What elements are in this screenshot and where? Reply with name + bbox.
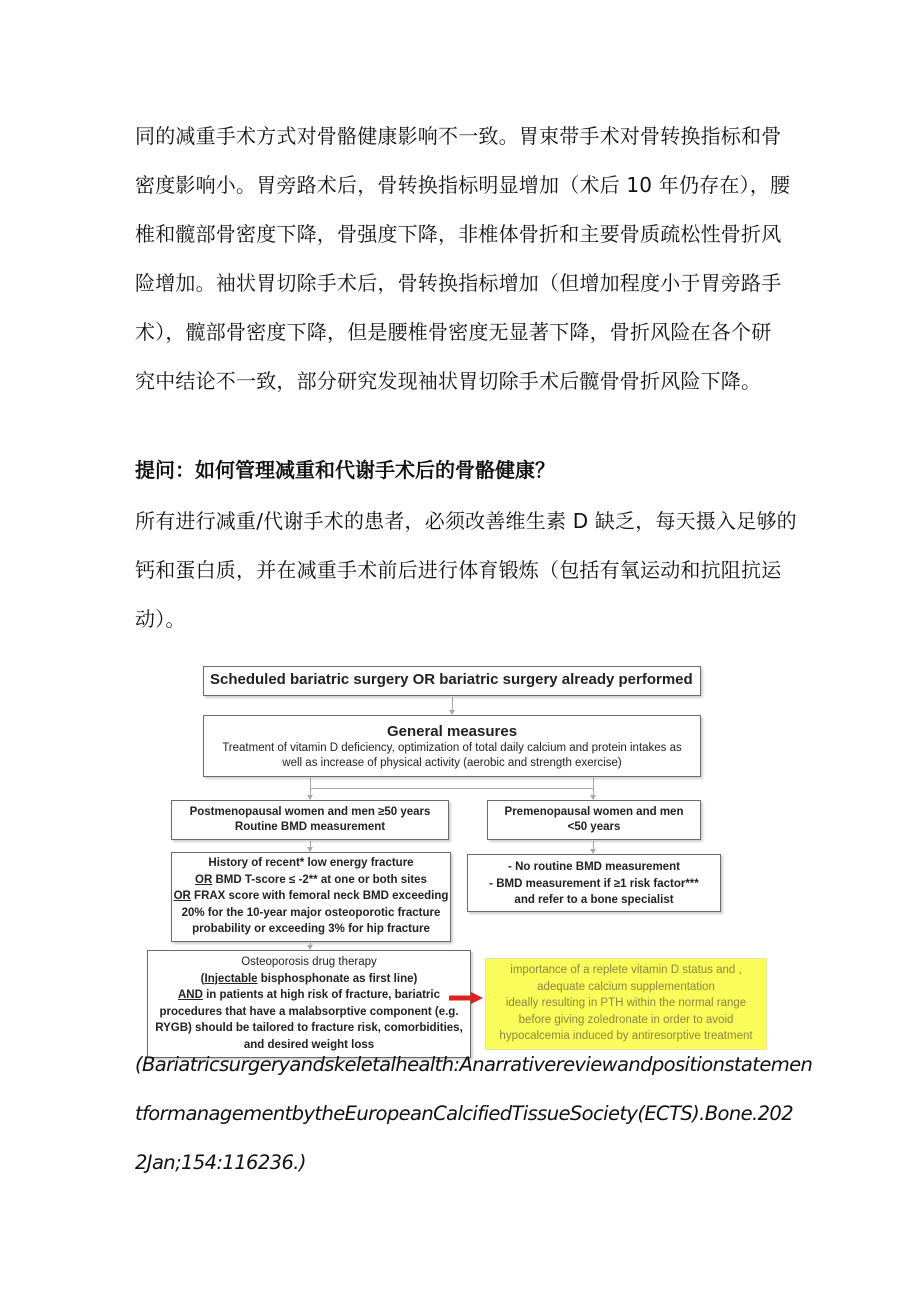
box-text: Treatment of vitamin D deficiency, optimization of total daily calcium and protein intakes as [222,742,682,754]
connector-line [310,788,593,789]
postmenopausal-box [171,800,449,840]
text-line: 同的减重手术方式对骨骼健康影响不一致。胃束带手术对骨转换指标和骨 [135,124,782,148]
box-text: FRAX score with femoral neck BMD exceeding [190,890,449,902]
text-line: 术），髋部骨密度下降，但是腰椎骨密度无显著下降，骨折风险在各个研 [135,320,772,344]
box-text: Osteoporosis drug therapy [241,956,377,968]
and-connector: AND [177,989,203,1001]
box-text: probability or exceeding 3% for hip fracture [192,923,430,935]
box-text [148,971,470,988]
text-line: 钙和蛋白质，并在减重手术前后进行体育锻炼（包括有氧运动和抗阻抗运 [135,558,782,582]
box-text: History of recent* low energy fracture [208,857,414,869]
box-text: 20% for the 10-year major osteoporotic fracture [181,906,441,919]
paragraph-bone-health-effects [135,112,791,406]
box-text: Premenopausal women and men [504,806,684,818]
connector-arrow [593,841,594,853]
general-measures-box [203,715,701,777]
general-measures-title: General measures [386,723,518,740]
paragraph-management [135,497,797,644]
premenopausal-box [487,800,701,840]
box-text: Scheduled bariatric surgery OR bariatric surgery already performed [210,671,693,688]
fracture-criteria-box [171,852,451,942]
box-text: ( [200,972,205,985]
connector-arrow [310,841,311,851]
management-flowchart [145,660,775,1060]
citation-line: 2Jan;154:116236.) [135,1151,306,1174]
no-routine-bmd-box [467,854,721,912]
box-text: and desired weight loss [243,1038,375,1051]
box-text: hypocalcemia induced by antiresorptive treatment [499,1030,753,1042]
text-line: 动）。 [135,607,186,631]
box-text [148,987,470,1004]
citation [135,1040,813,1187]
scheduled-surgery-box [203,666,701,696]
box-text: <50 years [567,821,621,833]
connector-arrow [310,943,311,949]
text-line: 密度影响小。胃旁路术后，骨转换指标明显增加（术后 10 年仍存在），腰 [135,173,791,197]
text-line: 椎和髋部骨密度下降，骨强度下降，非椎体骨折和主要骨质疏松性骨折风 [135,222,782,246]
red-arrow-icon [449,992,483,1004]
or-connector: OR [173,890,191,902]
text-line: 所有进行减重/代谢手术的患者，必须改善维生素 D 缺乏，每天摄入足够的 [135,509,797,533]
vitamin-d-highlight-box [485,958,767,1050]
box-text: bisphosphonate as first line) [257,972,418,985]
box-text: BMD T-score ≤ -2** at one or both sites [212,873,427,886]
box-text: Injectable [204,972,258,985]
box-text: procedures that have a malabsorptive component (e.g. [159,1005,459,1018]
connector-arrow [593,778,594,799]
connector-arrow [452,697,453,714]
box-text: adequate calcium supplementation [537,980,715,993]
box-text: RYGB) should be tailored to fracture risk, comorbidities, [155,1022,463,1034]
citation-line: tformanagementbytheEuropeanCalcifiedTissueSociety(ECTS).Bone.202 [135,1102,794,1125]
text-line: 究中结论不一致，部分研究发现袖状胃切除手术后髋骨骨折风险下降。 [135,369,762,393]
box-text: in patients at high risk of fracture, bariatric [202,989,440,1001]
question-heading: 提问：如何管理减重和代谢手术后的骨骼健康？ [135,458,555,482]
box-text: before giving zoledronate in order to avoid [518,1013,734,1026]
box-text: importance of a replete vitamin D status and , [510,964,742,976]
box-text: ideally resulting in PTH within the normal range [505,997,747,1009]
citation-line: (Bariatricsurgeryandskeletalhealth:Anarrativereviewandpositionstatemen [135,1053,813,1076]
or-connector: OR [195,873,213,886]
box-text: Routine BMD measurement [234,821,386,833]
box-text [172,888,450,905]
box-text: Postmenopausal women and men ≥50 years [189,806,431,818]
text-line: 险增加。袖状胃切除手术后，骨转换指标增加（但增加程度小于胃旁路手 [135,271,782,295]
box-text: - No routine BMD measurement [508,861,680,873]
box-text: well as increase of physical activity (aerobic and strength exercise) [282,757,622,769]
box-text: - BMD measurement if ≥1 risk factor*** [489,877,699,890]
box-text: and refer to a bone specialist [514,894,674,906]
box-text [172,872,450,889]
